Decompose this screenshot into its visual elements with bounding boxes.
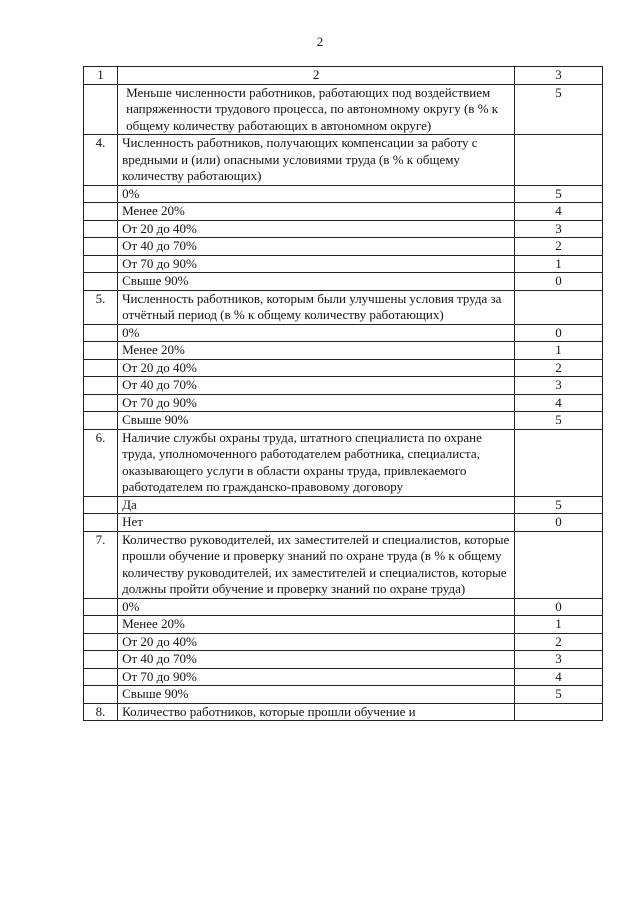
section-value-cell (515, 290, 603, 324)
option-label: От 70 до 90% (118, 394, 515, 412)
table-row-option (84, 668, 603, 686)
option-label: Нет (118, 514, 515, 532)
table-row-option (84, 412, 603, 430)
option-num-cell (84, 668, 118, 686)
option-value: 4 (515, 203, 603, 221)
option-label: Свыше 90% (118, 686, 515, 704)
section-number: 6. (84, 429, 118, 496)
option-num-cell (84, 651, 118, 669)
option-num-cell (84, 633, 118, 651)
table-row-option (84, 598, 603, 616)
option-value: 0 (515, 514, 603, 532)
option-num-cell (84, 377, 118, 395)
option-label: Свыше 90% (118, 273, 515, 291)
option-label: Менее 20% (118, 203, 515, 221)
option-value: 5 (515, 686, 603, 704)
option-label: 0% (118, 598, 515, 616)
table-row-option (84, 394, 603, 412)
table-row-option (84, 238, 603, 256)
option-value: 0 (515, 273, 603, 291)
option-num-cell (84, 598, 118, 616)
page-number: 2 (316, 34, 324, 49)
table-row-section (84, 135, 603, 186)
table-row-option (84, 203, 603, 221)
section-number: 8. (84, 703, 118, 721)
table-header-row (84, 67, 603, 85)
section-number: 7. (84, 531, 118, 598)
option-num-cell (84, 686, 118, 704)
option-num-cell (84, 238, 118, 256)
table-row-option (84, 377, 603, 395)
table-row-option (84, 255, 603, 273)
option-value: 3 (515, 377, 603, 395)
option-label: От 20 до 40% (118, 220, 515, 238)
section-title: Численность работников, которым были улучшены условия труда за отчётный период (в % к общему количеству работающих) (118, 290, 515, 324)
option-value: 2 (515, 633, 603, 651)
option-num-cell (84, 203, 118, 221)
table-row-option (84, 220, 603, 238)
option-value: 5 (515, 412, 603, 430)
section-value-cell (515, 135, 603, 186)
option-value: 0 (515, 324, 603, 342)
intro-num-cell (84, 84, 118, 135)
option-num-cell (84, 324, 118, 342)
table-row-option (84, 616, 603, 634)
option-label: Свыше 90% (118, 412, 515, 430)
table-row-section (84, 290, 603, 324)
intro-text: Меньше численности работников, работающих под воздействием напряженности трудового процесса, по автономному округу (в % к общему количеству работающих в автономном округе) (118, 84, 515, 135)
section-value-cell (515, 703, 603, 721)
option-label: 0% (118, 185, 515, 203)
option-label: От 20 до 40% (118, 359, 515, 377)
option-num-cell (84, 359, 118, 377)
table-row-option (84, 185, 603, 203)
table-row-option (84, 324, 603, 342)
option-label: Менее 20% (118, 616, 515, 634)
option-num-cell (84, 220, 118, 238)
table-row-section (84, 703, 603, 721)
option-num-cell (84, 514, 118, 532)
section-value-cell (515, 429, 603, 496)
table-row-section (84, 429, 603, 496)
option-label: От 70 до 90% (118, 255, 515, 273)
table-row-option (84, 342, 603, 360)
option-num-cell (84, 255, 118, 273)
option-num-cell (84, 496, 118, 514)
header-col-3: 3 (515, 67, 603, 85)
option-label: От 40 до 70% (118, 238, 515, 256)
table-row-option (84, 496, 603, 514)
option-num-cell (84, 342, 118, 360)
criteria-table (83, 66, 603, 721)
section-title: Количество руководителей, их заместителей и специалистов, которые прошли обучение и проверку знаний по охране труда (в % к общему количеству руководителей, их заместителей и специалистов, которые должны пройти обучение и проверку знаний по охране труда) (118, 531, 515, 598)
option-label: От 70 до 90% (118, 668, 515, 686)
section-title: Наличие службы охраны труда, штатного специалиста по охране труда, уполномоченного работодателем работника, специалиста, оказывающего услуги в области охраны труда, привлекаемого работодателем по гражданско-правовому договору (118, 429, 515, 496)
option-num-cell (84, 616, 118, 634)
table-row-option (84, 686, 603, 704)
option-num-cell (84, 394, 118, 412)
intro-value: 5 (515, 84, 603, 135)
table-row-option (84, 651, 603, 669)
table-row-intro (84, 84, 603, 135)
section-number: 4. (84, 135, 118, 186)
option-value: 3 (515, 220, 603, 238)
option-label: Да (118, 496, 515, 514)
table-row-section (84, 531, 603, 598)
section-title: Численность работников, получающих компенсации за работу с вредными и (или) опасными условиями труда (в % к общему количеству работающих) (118, 135, 515, 186)
option-value: 4 (515, 394, 603, 412)
table-row-option (84, 273, 603, 291)
option-label: От 20 до 40% (118, 633, 515, 651)
header-col-2: 2 (118, 67, 515, 85)
option-value: 1 (515, 616, 603, 634)
option-value: 4 (515, 668, 603, 686)
option-value: 2 (515, 238, 603, 256)
option-num-cell (84, 185, 118, 203)
option-label: 0% (118, 324, 515, 342)
table-row-option (84, 633, 603, 651)
section-value-cell (515, 531, 603, 598)
table-row-option (84, 514, 603, 532)
option-label: Менее 20% (118, 342, 515, 360)
option-value: 5 (515, 185, 603, 203)
section-title: Количество работников, которые прошли обучение и (118, 703, 515, 721)
option-value: 5 (515, 496, 603, 514)
option-label: От 40 до 70% (118, 651, 515, 669)
option-value: 0 (515, 598, 603, 616)
option-value: 2 (515, 359, 603, 377)
option-value: 1 (515, 342, 603, 360)
option-num-cell (84, 273, 118, 291)
section-number: 5. (84, 290, 118, 324)
option-label: От 40 до 70% (118, 377, 515, 395)
header-col-1: 1 (84, 67, 118, 85)
option-value: 1 (515, 255, 603, 273)
table-row-option (84, 359, 603, 377)
option-num-cell (84, 412, 118, 430)
option-value: 3 (515, 651, 603, 669)
